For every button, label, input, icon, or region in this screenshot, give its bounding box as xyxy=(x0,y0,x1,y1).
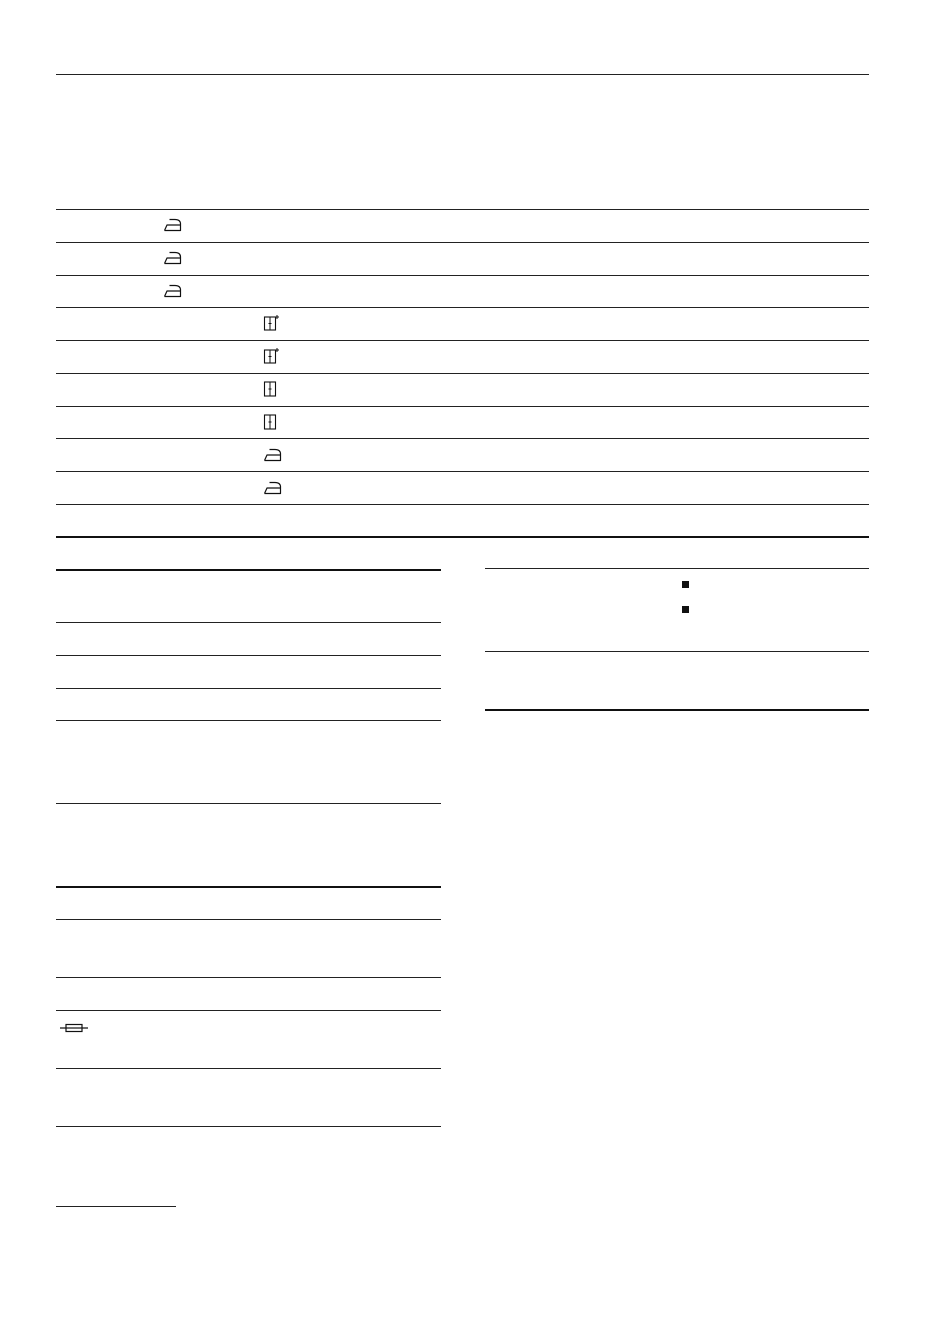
table-row-divider xyxy=(485,651,869,652)
iron-icon xyxy=(163,218,183,236)
table-top-rule xyxy=(56,569,441,571)
iron-icon xyxy=(163,284,183,302)
table-row-divider xyxy=(56,340,869,341)
table-row-divider xyxy=(56,242,869,243)
header-rule xyxy=(56,74,869,75)
cupboard-dry-icon xyxy=(263,413,283,431)
table-row-divider xyxy=(56,622,441,623)
table-row-divider xyxy=(56,406,869,407)
table-row-divider xyxy=(56,803,441,804)
cupboard-dry-icon xyxy=(263,380,283,398)
cupboard-dry-plus-icon xyxy=(263,314,283,332)
bullet-square xyxy=(682,606,689,613)
bullet-square xyxy=(682,581,689,588)
iron-icon xyxy=(263,448,283,466)
fuse-icon xyxy=(59,1022,89,1034)
table-bottom-rule xyxy=(485,709,869,711)
footnote-rule xyxy=(56,1206,176,1207)
table-bottom-rule xyxy=(56,886,441,888)
table-row-divider xyxy=(56,1068,441,1069)
table-row-divider xyxy=(56,977,441,978)
table-row-divider xyxy=(56,1010,441,1011)
table-row-divider xyxy=(56,471,869,472)
iron-icon xyxy=(163,251,183,269)
iron-icon xyxy=(263,481,283,499)
table-row-divider xyxy=(56,209,869,210)
table-row-divider xyxy=(56,307,869,308)
table-row-divider xyxy=(56,688,441,689)
table-bottom-rule xyxy=(56,536,869,538)
table-row-divider xyxy=(56,655,441,656)
table-top-rule xyxy=(485,568,869,569)
table-row-divider xyxy=(56,919,441,920)
table-row-divider xyxy=(56,438,869,439)
table-row-divider xyxy=(56,504,869,505)
table-bottom-rule xyxy=(56,1126,441,1127)
table-row-divider xyxy=(56,720,441,721)
table-row-divider xyxy=(56,373,869,374)
table-row-divider xyxy=(56,275,869,276)
cupboard-dry-plus-icon xyxy=(263,347,283,365)
